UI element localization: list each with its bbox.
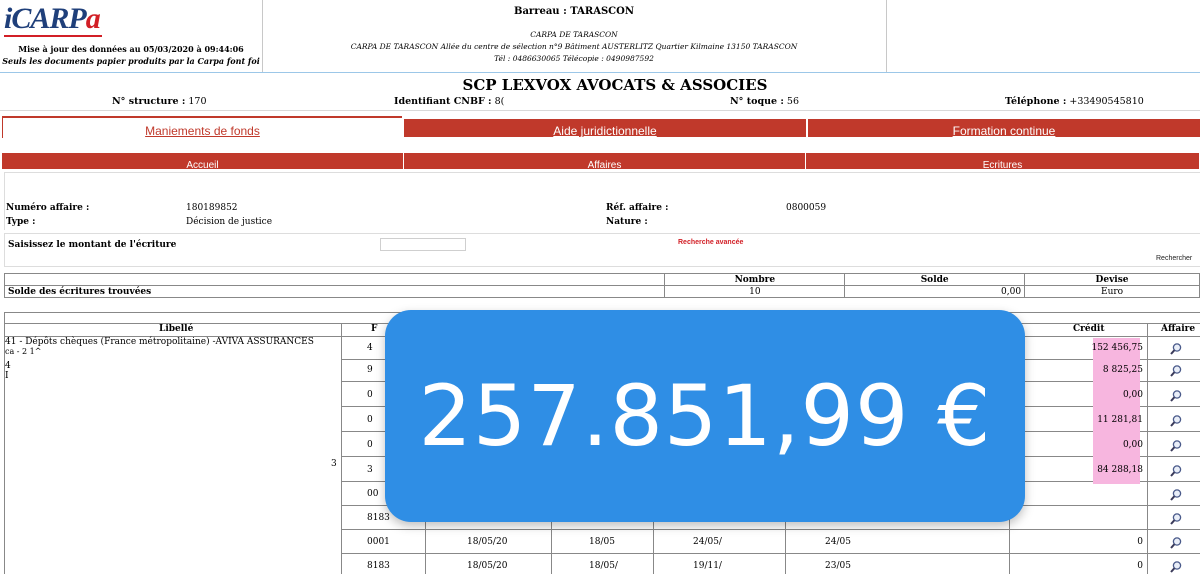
table-cell: 8183	[367, 561, 390, 571]
summary-devise: Euro	[1025, 286, 1200, 298]
summary-header-devise: Devise	[1025, 274, 1200, 286]
cnbf-info	[394, 96, 504, 107]
header-affaire: Affaire	[1161, 324, 1196, 334]
search-panel	[4, 233, 1200, 267]
credit-value: 11 281,81	[1097, 415, 1143, 425]
table-cell: 18/05/	[589, 561, 618, 571]
firm-name: SCP LEXVOX AVOCATS & ASSOCIES	[462, 76, 768, 94]
summary-row-label: Solde des écritures trouvées	[5, 286, 665, 298]
table-cell: 18/05	[589, 537, 615, 547]
magnifier-icon[interactable]	[1169, 487, 1183, 501]
table-cell: 0	[367, 390, 373, 400]
toque-info	[730, 96, 799, 107]
total-amount: 257.851,99 €	[418, 367, 992, 465]
summary-table	[4, 273, 1200, 298]
affaire-number-label: Numéro affaire :	[6, 203, 90, 213]
magnifier-icon[interactable]	[1169, 363, 1183, 377]
phone-info	[1005, 96, 1144, 107]
row-separator	[341, 529, 1200, 530]
subtab-affaires[interactable]	[404, 153, 806, 169]
magnifier-icon[interactable]	[1169, 388, 1183, 402]
summary-solde: 0,00	[845, 286, 1025, 298]
credit-value: 0	[1137, 561, 1143, 571]
total-amount-badge	[385, 310, 1025, 522]
table-cell: 0	[367, 415, 373, 425]
credit-highlight	[1093, 338, 1140, 484]
credit-value: 0,00	[1122, 440, 1143, 450]
magnifier-icon[interactable]	[1169, 559, 1183, 573]
magnifier-icon[interactable]	[1169, 511, 1183, 525]
cnbf-label: Identifiant CNBF :	[394, 96, 492, 107]
carpa-phone: Tél : 0486630065 Télécopie : 0490987592	[494, 54, 654, 63]
subtab-label[interactable]: Ecritures	[982, 160, 1023, 171]
structure-info	[112, 96, 207, 107]
toque-label: N° toque :	[730, 96, 784, 107]
advanced-search-link[interactable]: Recherche avancée	[678, 239, 744, 246]
affaire-type-value: Décision de justice	[186, 217, 273, 227]
tab-label[interactable]: Aide juridictionnelle	[553, 124, 657, 138]
table-cell: 0001	[367, 537, 390, 547]
tab-label[interactable]: Maniements de fonds	[145, 124, 260, 138]
table-cell: 8183	[367, 513, 390, 523]
magnifier-icon[interactable]	[1169, 463, 1183, 477]
toque-value: 56	[786, 96, 799, 107]
magnifier-icon[interactable]	[1169, 438, 1183, 452]
table-cell: 4	[367, 343, 373, 353]
header-col2: F	[371, 324, 378, 334]
header-libelle: Libellé	[159, 324, 194, 334]
header-credit: Crédit	[1073, 324, 1105, 334]
magnifier-icon[interactable]	[1169, 413, 1183, 427]
header-divider	[886, 0, 887, 72]
entry-libelle: 41 - Dépôts chèques (France métropolitaine) -AVIVA ASSURANCES	[5, 337, 314, 347]
update-timestamp: Mise à jour des données au 05/03/2020 à 09:44:06	[18, 44, 244, 54]
table-cell: 19/11/	[693, 561, 722, 571]
tab-formation-continue[interactable]	[808, 119, 1200, 137]
subtab-label[interactable]: Affaires	[587, 160, 622, 171]
affaire-type-label: Type :	[6, 217, 36, 227]
table-cell: 24/05/	[693, 537, 722, 547]
logo-underline	[4, 35, 102, 37]
credit-value: 0,00	[1122, 390, 1143, 400]
table-cell: 0	[367, 440, 373, 450]
carpa-address: CARPA DE TARASCON Allée du centre de sélection n°9 Bâtiment AUSTERLITZ Quartier Kilmaine 13150 TARASCON	[350, 42, 798, 51]
table-cell: 18/05/20	[467, 561, 508, 571]
cnbf-value: 8(	[494, 96, 505, 107]
subtab-ecritures[interactable]	[806, 153, 1200, 169]
search-button[interactable]: Rechercher	[1156, 255, 1193, 262]
logo-accent: a	[85, 2, 100, 35]
structure-label: N° structure :	[112, 96, 186, 107]
logo-text: iCARP	[4, 2, 86, 35]
barreau-title: Barreau : TARASCON	[514, 6, 634, 17]
table-cell: 00	[367, 489, 379, 499]
credit-value: 84 288,18	[1097, 465, 1143, 475]
info-separator	[0, 110, 1200, 111]
magnifier-icon[interactable]	[1169, 341, 1183, 355]
entry-libelle-sub: ca - 2 1^	[5, 347, 42, 356]
tab-label[interactable]: Formation continue	[952, 124, 1056, 138]
amount-input[interactable]	[380, 238, 466, 251]
magnifier-icon[interactable]	[1169, 535, 1183, 549]
entry-fragment: 3	[331, 459, 337, 469]
credit-value: 0	[1137, 537, 1143, 547]
table-cell: 24/05	[825, 537, 851, 547]
affaire-nature-label: Nature :	[606, 217, 648, 227]
phone-value: +33490545810	[1069, 96, 1144, 107]
carpa-name: CARPA DE TARASCON	[530, 30, 618, 39]
entry-fragment: 4	[5, 361, 11, 371]
entry-fragment: I	[5, 371, 9, 381]
summary-nombre: 10	[665, 286, 845, 298]
disclaimer: Seuls les documents papier produits par la Carpa font foi	[2, 56, 260, 66]
affaire-ref-label: Réf. affaire :	[606, 203, 669, 213]
tab-maniements-de-fonds[interactable]	[2, 116, 402, 138]
row-separator	[341, 553, 1200, 554]
carpa-logo	[4, 2, 100, 36]
summary-header-solde: Solde	[845, 274, 1025, 286]
table-cell: 9	[367, 365, 373, 375]
affaire-panel	[4, 172, 1200, 230]
affaire-number-value: 180189852	[186, 203, 238, 213]
summary-header-nombre: Nombre	[665, 274, 845, 286]
subtab-accueil[interactable]	[2, 153, 404, 169]
search-prompt: Saisissez le montant de l'écriture	[8, 240, 177, 250]
table-cell: 23/05	[825, 561, 851, 571]
table-cell: 18/05/20	[467, 537, 508, 547]
structure-value: 170	[188, 96, 207, 107]
header-bottom-line	[0, 72, 1200, 73]
table-cell: 3	[367, 465, 373, 475]
tab-aide-juridictionnelle[interactable]	[404, 119, 806, 137]
phone-label: Téléphone :	[1005, 96, 1067, 107]
affaire-ref-value: 0800059	[786, 203, 827, 213]
credit-value: 152 456,75	[1091, 343, 1143, 353]
subtab-label[interactable]: Accueil	[186, 160, 219, 171]
credit-value: 8 825,25	[1102, 365, 1143, 375]
